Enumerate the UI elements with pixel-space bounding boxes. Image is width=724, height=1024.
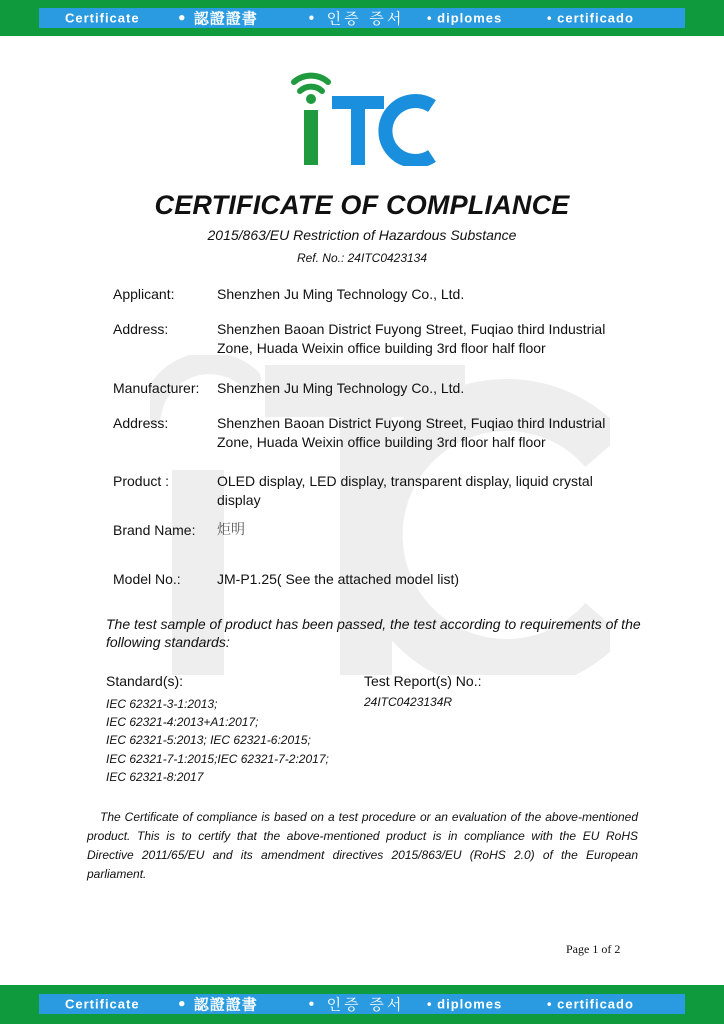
reference-number: Ref. No.: 24ITC0423134 (296, 251, 428, 265)
banner-item: • 인증 증서 (307, 995, 405, 1014)
test-report-number: 24ITC0423134R (364, 695, 453, 709)
footnote-text: The Certificate of compliance is based on a test procedure or an evaluation of the above-mentioned product. This is to certify that the above-mentioned product is in compliance with the EU RoHS Directive 2011/65/EU and its amendment directives 2015/863/EU (RoHS 2.0) of the European parliament. (87, 810, 638, 881)
banner-item: • 認證證書 (177, 9, 258, 28)
field-label: Brand Name: (113, 522, 196, 538)
test-report-heading: Test Report(s) No.: (364, 673, 482, 689)
standard-item: IEC 62321-7-1:2015;IEC 62321-7-2:2017; (106, 751, 329, 766)
itc-logo (288, 66, 438, 166)
banner-item: • diplomes (427, 10, 503, 26)
standard-item: IEC 62321-5:2013; IEC 62321-6:2015; (106, 733, 311, 748)
manufacturer-value: Shenzhen Ju Ming Technology Co., Ltd. (217, 380, 465, 396)
banner-item: • 인증 증서 (307, 9, 405, 28)
banner-strip (39, 8, 685, 28)
bottom-banner (0, 985, 724, 1024)
page-number: Page 1 of 2 (566, 942, 621, 956)
standard-item: IEC 62321-3-1:2013; (106, 697, 218, 711)
banner-item: Certificate (65, 996, 140, 1012)
certificate-subtitle: 2015/863/EU Restriction of Hazardous Substance (207, 227, 517, 243)
field-label: Model No.: (113, 571, 181, 587)
top-banner (0, 0, 724, 36)
manufacturer-address-value: Shenzhen Baoan District Fuyong Street, Fuqiao third Industrial Zone, Huada Weixin office building 3rd floor half floor (217, 415, 606, 450)
applicant-address-value: Shenzhen Baoan District Fuyong Street, Fuqiao third Industrial Zone, Huada Weixin office building 3rd floor half floor (217, 321, 606, 356)
banner-item: • 認證證書 (177, 995, 258, 1014)
standard-item: IEC 62321-4:2013+A1:2017; (106, 715, 259, 730)
banner-item: • diplomes (427, 996, 503, 1012)
model-value: JM-P1.25( See the attached model list) (217, 571, 460, 587)
field-label: Product : (113, 473, 170, 489)
standard-item: IEC 62321-8:2017 (106, 769, 204, 784)
banner-item: • certificado (547, 10, 634, 26)
standards-heading: Standard(s): (106, 673, 184, 689)
certificate-footnote (87, 808, 638, 884)
product-value: OLED display, LED display, transparent display, liquid crystal display (217, 473, 593, 508)
banner-item: • certificado (547, 996, 634, 1012)
brand-value: 炬明 (217, 522, 245, 538)
certificate-title: CERTIFICATE OF COMPLIANCE (154, 190, 570, 220)
compliance-statement: The test sample of product has been passed, the test according to requirements of the following standards: (106, 616, 641, 650)
field-label: Address: (113, 321, 169, 337)
standards-list (106, 695, 329, 786)
banner-item: Certificate (65, 10, 140, 26)
field-label: Address: (113, 415, 169, 431)
field-label: Manufacturer: (113, 380, 200, 396)
applicant-value: Shenzhen Ju Ming Technology Co., Ltd. (217, 286, 465, 302)
field-label: Applicant: (113, 286, 175, 302)
banner-strip (39, 994, 685, 1014)
